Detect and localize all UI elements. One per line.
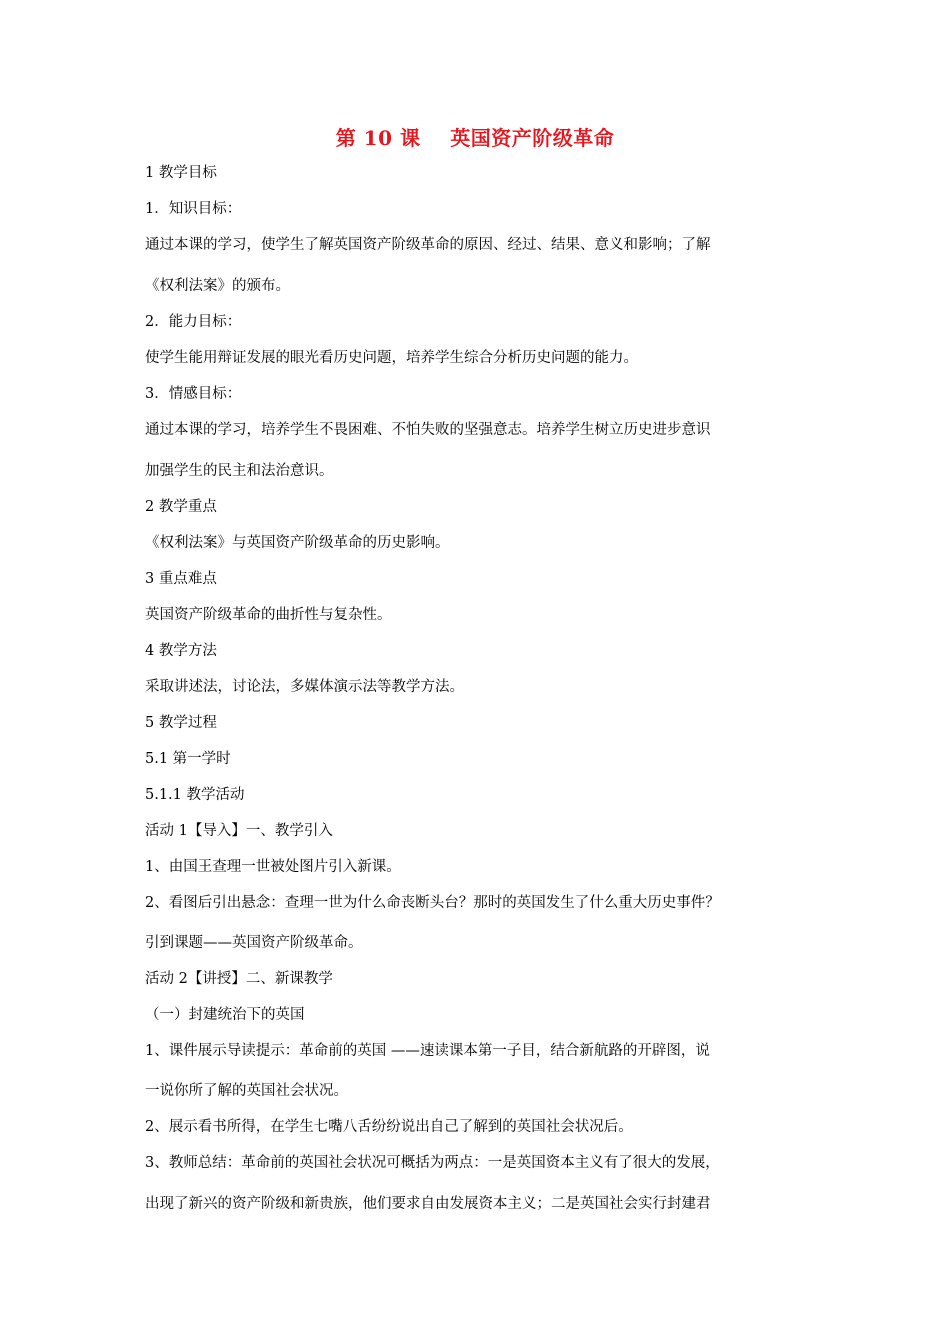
subheading-first-period: 5.1 第一学时 — [145, 751, 231, 767]
paragraph-line: 加强学生的民主和法治意识。 — [145, 463, 334, 479]
paragraph-line: 引到课题——英国资产阶级革命。 — [145, 935, 363, 951]
subheading-knowledge-objective: 1．知识目标： — [145, 201, 242, 217]
paragraph-line: 通过本课的学习，培养学生不畏困难、不怕失败的坚强意志。培养学生树立历史进步意识 — [145, 422, 711, 438]
heading-teaching-process: 5 教学过程 — [145, 715, 217, 731]
paragraph-line: 出现了新兴的资产阶级和新贵族，他们要求自由发展资本主义；二是英国社会实行封建君 — [145, 1196, 711, 1212]
paragraph-line: 3、教师总结：革命前的英国社会状况可概括为两点：一是英国资本主义有了很大的发展， — [145, 1155, 720, 1171]
heading-teaching-objectives: 1 教学目标 — [145, 165, 217, 181]
lesson-title: 第 10 课 英国资产阶级革命 — [335, 126, 615, 150]
subheading-emotion-objective: 3．情感目标： — [145, 386, 242, 402]
paragraph-line: 《权利法案》的颁布。 — [145, 278, 290, 294]
paragraph-line: 1、由国王查理一世被处图片引入新课。 — [145, 859, 401, 875]
subheading-teaching-activities: 5.1.1 教学活动 — [145, 787, 245, 803]
heading-key-difficulties: 3 重点难点 — [145, 571, 217, 587]
paragraph-line: 一说你所了解的英国社会状况。 — [145, 1083, 348, 1099]
paragraph-line: 英国资产阶级革命的曲折性与复杂性。 — [145, 607, 392, 623]
subheading-ability-objective: 2．能力目标： — [145, 314, 242, 330]
paragraph-line: 2、看图后引出悬念：查理一世为什么命丧断头台？那时的英国发生了什么重大历史事件？ — [145, 895, 720, 911]
activity-1-heading: 活动 1【导入】一、教学引入 — [145, 823, 333, 839]
activity-2-heading: 活动 2【讲授】二、新课教学 — [145, 971, 333, 987]
section-heading-feudal-england: （一）封建统治下的英国 — [145, 1007, 305, 1023]
heading-teaching-methods: 4 教学方法 — [145, 643, 217, 659]
paragraph-line: 采取讲述法，讨论法，多媒体演示法等教学方法。 — [145, 679, 464, 695]
paragraph-line: 《权利法案》与英国资产阶级革命的历史影响。 — [145, 535, 450, 551]
paragraph-line: 1、课件展示导读提示：革命前的英国 ——速读课本第一子目，结合新航路的开辟图，说 — [145, 1043, 710, 1059]
paragraph-line: 通过本课的学习，使学生了解英国资产阶级革命的原因、经过、结果、意义和影响；了解 — [145, 237, 711, 253]
paragraph-line: 使学生能用辩证发展的眼光看历史问题，培养学生综合分析历史问题的能力。 — [145, 350, 638, 366]
paragraph-line: 2、展示看书所得，在学生七嘴八舌纷纷说出自己了解到的英国社会状况后。 — [145, 1119, 633, 1135]
heading-teaching-focus: 2 教学重点 — [145, 499, 217, 515]
